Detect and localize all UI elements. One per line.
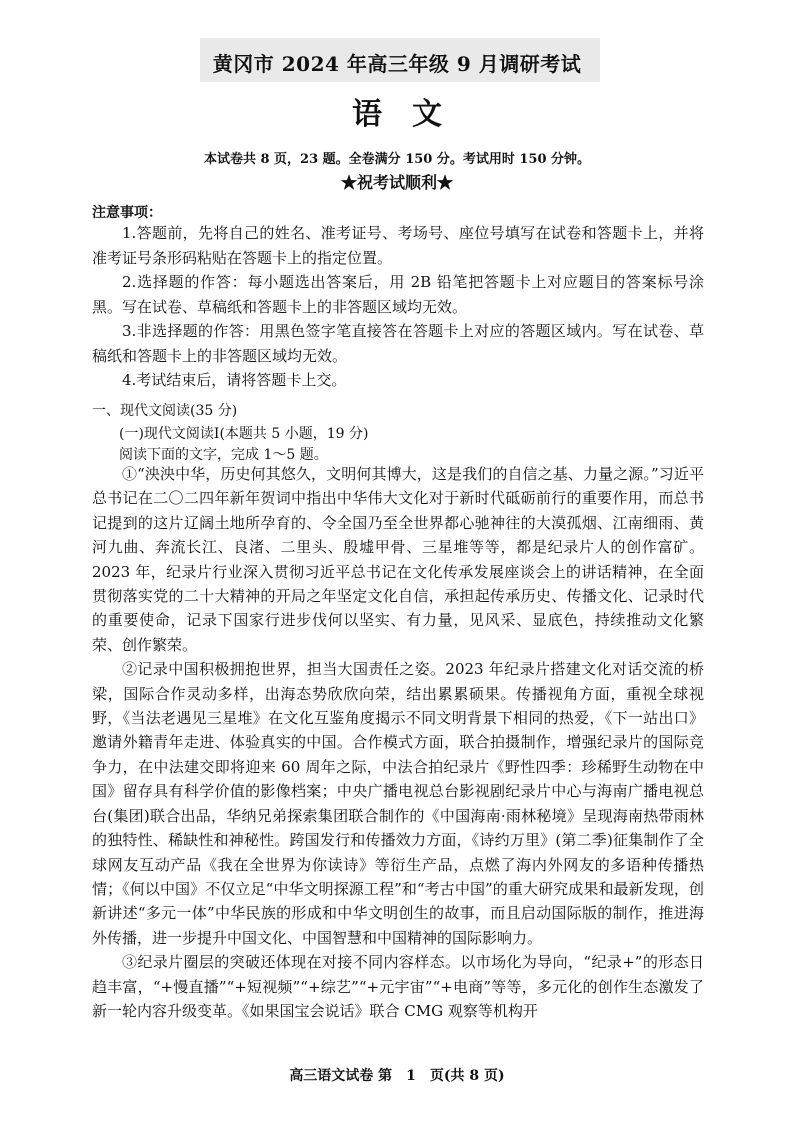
subsection-heading: (一)现代文阅读Ⅰ(本题共 5 小题，19 分) — [119, 426, 369, 442]
passage-paragraph: ①“泱泱中华，历史何其悠久，文明何其博大，这是我们的自信之基、力量之源。”习近平总书记在二〇二四年新年贺词中指出中华伟大文化对于新时代砥砺前行的重要作用，而总书记提到的这片辽阔土地所孕育的、令全国乃至全世界都心驰神往的大漠孤烟、江南细雨、黄河九曲、奔流长江、良渚、二里头、殷墟甲骨、三星堆等等，都是纪录片人的创作富矿。2023 年，纪录片行业深入贯彻习近平总书记在文化传承发展座谈会上的讲话精神，在全面贯彻落实党的二十大精神的开局之年坚定文化自信，承担起传承历史、传播文化、记录时代的重要使命，记录下国家行进步伐何以坚实、有力量，见风采、显底色，持续推动文化繁荣、创作繁荣。 — [92, 465, 704, 654]
reading-instruction: 阅读下面的文字，完成 1～5 题。 — [119, 447, 328, 463]
note-item: 4.考试结束后，请将答题卡上交。 — [122, 371, 347, 389]
note-item: 3.非选择题的作答：用黑色签字笔直接答在答题卡上对应的答题区域内。写在试卷、草稿纸和答题卡上的非答题区域均无效。 — [92, 322, 704, 365]
subject-title: 语 文 — [352, 97, 442, 132]
good-luck-banner: ★祝考试顺利★ — [340, 173, 453, 192]
page-footer: 高三语文试卷 第 1 页(共 8 页) — [289, 1068, 505, 1084]
note-item: 1.答题前，先将自己的姓名、准考证号、考场号、座位号填写在试卷和答题卡上，并将准考证号条形码粘贴在答题卡上的指定位置。 — [92, 224, 704, 267]
reading-passage — [92, 462, 704, 1023]
paper-info: 本试卷共 8 页，23 题。全卷满分 150 分。考试用时 150 分钟。 — [203, 152, 591, 167]
exam-title: 黄冈市 2024 年高三年级 9 月调研考试 — [212, 52, 582, 76]
notes-heading: 注意事项： — [92, 205, 162, 221]
section-heading: 一、现代文阅读(35 分) — [92, 403, 238, 419]
notes-list — [92, 221, 704, 393]
note-item: 2.选择题的作答：每小题选出答案后，用 2B 铅笔把答题卡上对应题目的答案标号涂黑。写在试卷、草稿纸和答题卡上的非答题区域均无效。 — [92, 273, 704, 316]
passage-paragraph: ③纪录片圈层的突破还体现在对接不同内容样态。以市场化为导向，“纪录+”的形态日趋丰富，“+慢直播”“+短视频”“+综艺”“+元宇宙”“+电商”等等，多元化的创作生态激发了新一轮内容升级变革。《如果国宝会说话》联合 CMG 观察等机构开 — [92, 953, 704, 1020]
passage-paragraph: ②记录中国积极拥抱世界，担当大国责任之姿。2023 年纪录片搭建文化对话交流的桥梁，国际合作灵动多样，出海态势欣欣向荣，结出累累硕果。传播视角方面，重视全球视野，《当法老遇见三星堆》在文化互鉴角度揭示不同文明背景下相同的热爱，《下一站出口》邀请外籍青年走进、体验真实的中国。合作模式方面，联合拍摄制作，增强纪录片的国际竞争力，在中法建交即将迎来 60 周年之际，中法合拍纪录片《野性四季：珍稀野生动物在中国》留存具有科学价值的影像档案；中央广播电视总台影视剧纪录片中心与海南广播电视总台(集团)联合出品，华纳兄弟探索集团联合制作的《中国海南·雨林秘境》呈现海南热带雨林的独特性、稀缺性和神秘性。跨国发行和传播效力方面，《诗约万里》(第二季)征集制作了全球网友互动产品《我在全世界为你读诗》等衍生产品，点燃了海内外网友的多语种传播热情；《何以中国》不仅立足“中华文明探源工程”和“考古中国”的重大研究成果和最新发现，创新讲述“多元一体”中华民族的形成和中华文明创生的故事，而且启动国际版的制作，推进海外传播，进一步提升中国文化、中国智慧和中国精神的国际影响力。 — [92, 660, 704, 947]
